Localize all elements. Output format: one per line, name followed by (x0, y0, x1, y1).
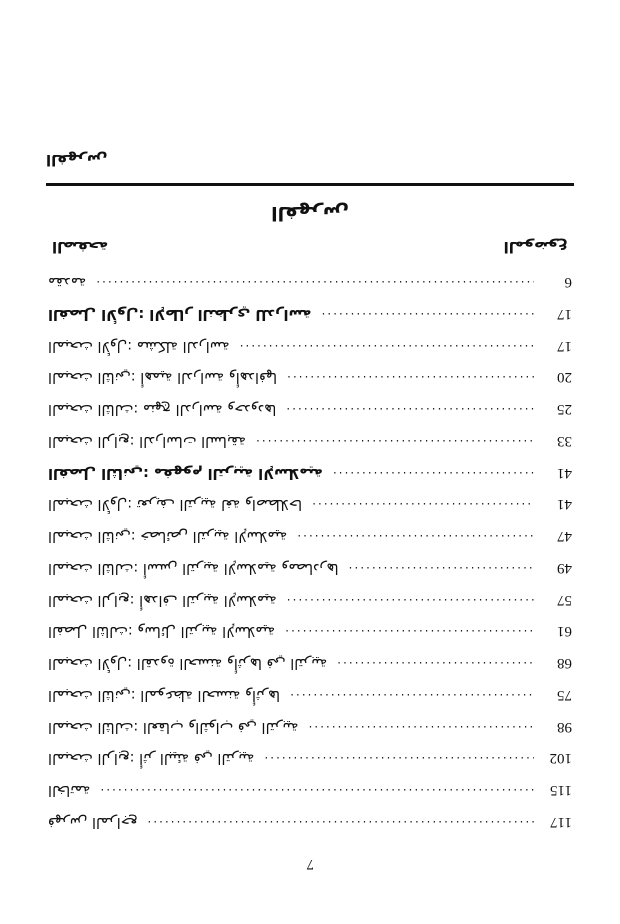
toc-label: المبحث الثاني: الموعظة الحسنة وأثرها (48, 687, 281, 703)
list-item[interactable] (48, 781, 572, 800)
toc-page: 17 (557, 337, 572, 354)
toc-label: المبحث الثاني: خصائص التربية الإسلامية (48, 528, 288, 545)
list-item[interactable] (48, 273, 572, 292)
list-item[interactable] (48, 368, 572, 387)
list-item[interactable] (48, 400, 572, 419)
leader-dots (295, 533, 534, 545)
toc-page: 68 (557, 655, 572, 672)
running-header (46, 152, 574, 170)
toc-page: 102 (549, 750, 572, 767)
toc-page: 98 (557, 718, 572, 735)
toc-label: فهرس المراجع (48, 814, 138, 830)
toc-page: 49 (557, 560, 572, 576)
toc-page: 61 (557, 623, 572, 640)
toc-label: المبحث الأول: مشكلة الدراسة (48, 337, 230, 354)
toc-label: الفصل الأول: الإطار النظري للدراسة (48, 306, 312, 322)
toc-page: 41 (557, 464, 572, 481)
toc-label: المبحث الرابع: أهداف التربية الإسلامية (48, 591, 277, 608)
page-number: 7 (306, 856, 314, 872)
column-header-page: الصفحة (52, 238, 109, 257)
toc-page: 57 (557, 591, 572, 608)
toc-page: 20 (557, 369, 572, 386)
leader-dots (98, 787, 534, 799)
toc-page: 47 (557, 528, 572, 545)
toc-label: المبحث الأول: القدوة الحسنة وأثرها في التربية (48, 655, 328, 672)
list-item[interactable] (48, 590, 572, 609)
toc-page: 17 (557, 306, 572, 322)
list-item[interactable] (48, 336, 572, 355)
leader-dots (285, 597, 534, 609)
leader-dots (283, 629, 534, 641)
toc-label: المبحث الثالث: أسس التربية الإسلامية ومصادرها (48, 560, 339, 576)
toc-label: المبحث الثالث: منهج الدراسة وحدودها (48, 401, 277, 418)
leader-dots (94, 279, 534, 291)
leader-dots (254, 438, 534, 450)
list-item[interactable] (48, 812, 572, 831)
toc-label: الفصل الثاني: مفهوم التربية الإسلامية (48, 464, 323, 481)
leader-dots (288, 692, 534, 704)
leader-dots (285, 375, 534, 387)
toc-page: 75 (557, 687, 572, 703)
toc-page: 25 (557, 401, 572, 418)
leader-dots (238, 343, 534, 355)
leader-dots (310, 502, 534, 514)
toc-label: الخاتمة (48, 782, 91, 799)
leader-dots (284, 406, 534, 418)
list-item[interactable] (48, 431, 572, 450)
toc-page: 6 (564, 274, 572, 291)
list-item[interactable] (48, 717, 572, 736)
toc-label: المبحث الثاني: أهمية الدراسة وأهدافها (48, 369, 278, 386)
list-item[interactable] (48, 654, 572, 673)
toc-label: المبحث الرابع: الدراسات السابقة (48, 433, 246, 449)
toc-page: 33 (557, 433, 572, 449)
column-header-subject: الموضوع (503, 238, 568, 257)
list-item[interactable] (48, 622, 572, 641)
list-item[interactable] (48, 527, 572, 546)
column-headers (52, 239, 568, 257)
list-item[interactable] (48, 495, 572, 514)
page-title: الفهرس (271, 202, 349, 225)
list-item[interactable] (48, 558, 572, 577)
leader-dots (320, 311, 534, 323)
running-header-label: الفهرس (46, 151, 108, 170)
list-item[interactable] (48, 304, 572, 323)
toc-page: 41 (557, 496, 572, 513)
toc-label: المبحث الرابع: أثر البيئة في التربية (48, 750, 255, 767)
leader-dots (347, 565, 534, 577)
leader-dots (145, 819, 534, 831)
toc-page: 117 (550, 814, 572, 830)
table-of-contents (48, 273, 572, 832)
toc-label: مقدمة (48, 274, 87, 291)
page-content (46, 40, 574, 872)
divider (46, 184, 574, 187)
leader-dots (335, 660, 534, 672)
leader-dots (262, 756, 534, 768)
list-item[interactable] (48, 749, 572, 768)
leader-dots (331, 470, 534, 482)
toc-label: المبحث الثالث: العقاب والثواب في التربية (48, 718, 299, 735)
toc-page: 115 (550, 782, 572, 799)
toc-label: الفصل الثالث: وسائل التربية الإسلامية (48, 623, 276, 640)
page-title-block (46, 203, 574, 225)
leader-dots (307, 724, 535, 736)
list-item[interactable] (48, 685, 572, 704)
toc-label: المبحث الأول: تعريف التربية لغة واصطلاحا (48, 496, 303, 513)
list-item[interactable] (48, 463, 572, 482)
